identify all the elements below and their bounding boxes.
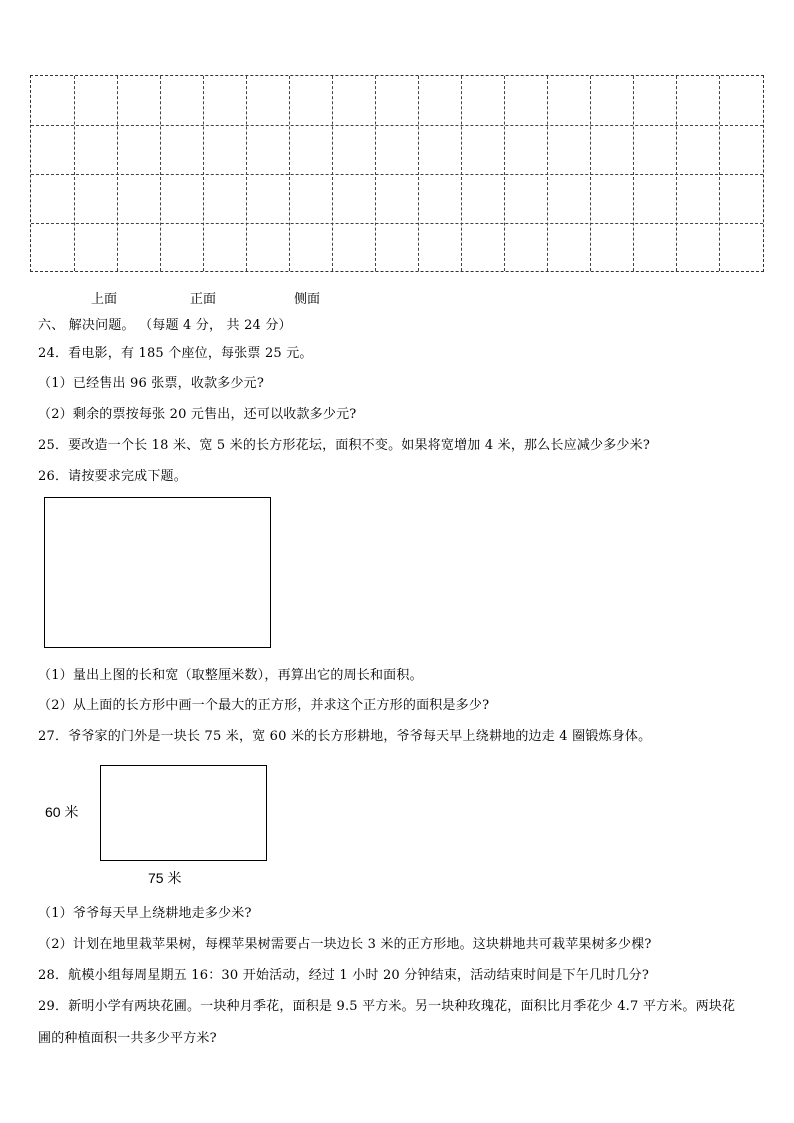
view-label-front: 正面 [190,292,217,307]
field-rectangle [100,765,267,861]
question-27-part-2: （2）计划在地里栽苹果树，每棵苹果树需要占一块边长 3 米的正方形地。这块耕地共可栽苹果树多少棵? [38,937,652,952]
question-24-part-2: （2）剩余的票按每张 20 元售出，还可以收款多少元? [38,407,357,422]
question-26-part-2: （2）从上面的长方形中画一个最大的正方形，并求这个正方形的面积是多少? [38,698,490,713]
grid-hline [31,223,763,224]
view-label-top: 上面 [91,292,118,307]
question-25-stem: 25．要改造一个长 18 米、宽 5 米的长方形花坛，面积不变。如果将宽增加 4 米，那么长应减少多少米? [38,438,650,453]
section-title: 六、 解决问题。 （每题 4 分， 共 24 分） [38,318,292,333]
grid-hline [31,174,763,175]
question-26-part-1: （1）量出上图的长和宽（取整厘米数），再算出它的周长和面积。 [38,668,423,683]
question-27-stem: 27．爷爷家的门外是一块长 75 米，宽 60 米的长方形耕地，爷爷每天早上绕耕地的边走 4 圈锻炼身体。 [38,729,652,744]
dotted-grid [30,75,764,272]
field-width-label: 60 米 [45,804,79,820]
grid-border [30,75,764,272]
question-27-part-1: （1）爷爷每天早上绕耕地走多少米? [38,906,252,921]
question-26-stem: 26．请按要求完成下题。 [38,469,187,484]
question-29-stem-line-2: 圃的种植面积一共多少平方米? [38,1031,217,1046]
field-length-label: 75 米 [148,870,182,886]
view-label-side: 侧面 [294,292,321,307]
question-24-part-1: （1）已经售出 96 张票，收款多少元? [38,376,265,391]
question-29-stem-line-1: 29．新明小学有两块花圃。一块种月季花，面积是 9.5 平方米。另一块种玫瑰花，面积比月季花少 4.7 平方米。两块花 [38,999,736,1014]
question-24-stem: 24．看电影，有 185 个座位，每张票 25 元。 [38,346,313,361]
grid-hline [31,125,763,126]
rectangle-figure [44,497,271,648]
question-28-stem: 28．航模小组每周星期五 16：30 开始活动，经过 1 小时 20 分钟结束，活动结束时间是下午几时几分? [38,968,650,983]
